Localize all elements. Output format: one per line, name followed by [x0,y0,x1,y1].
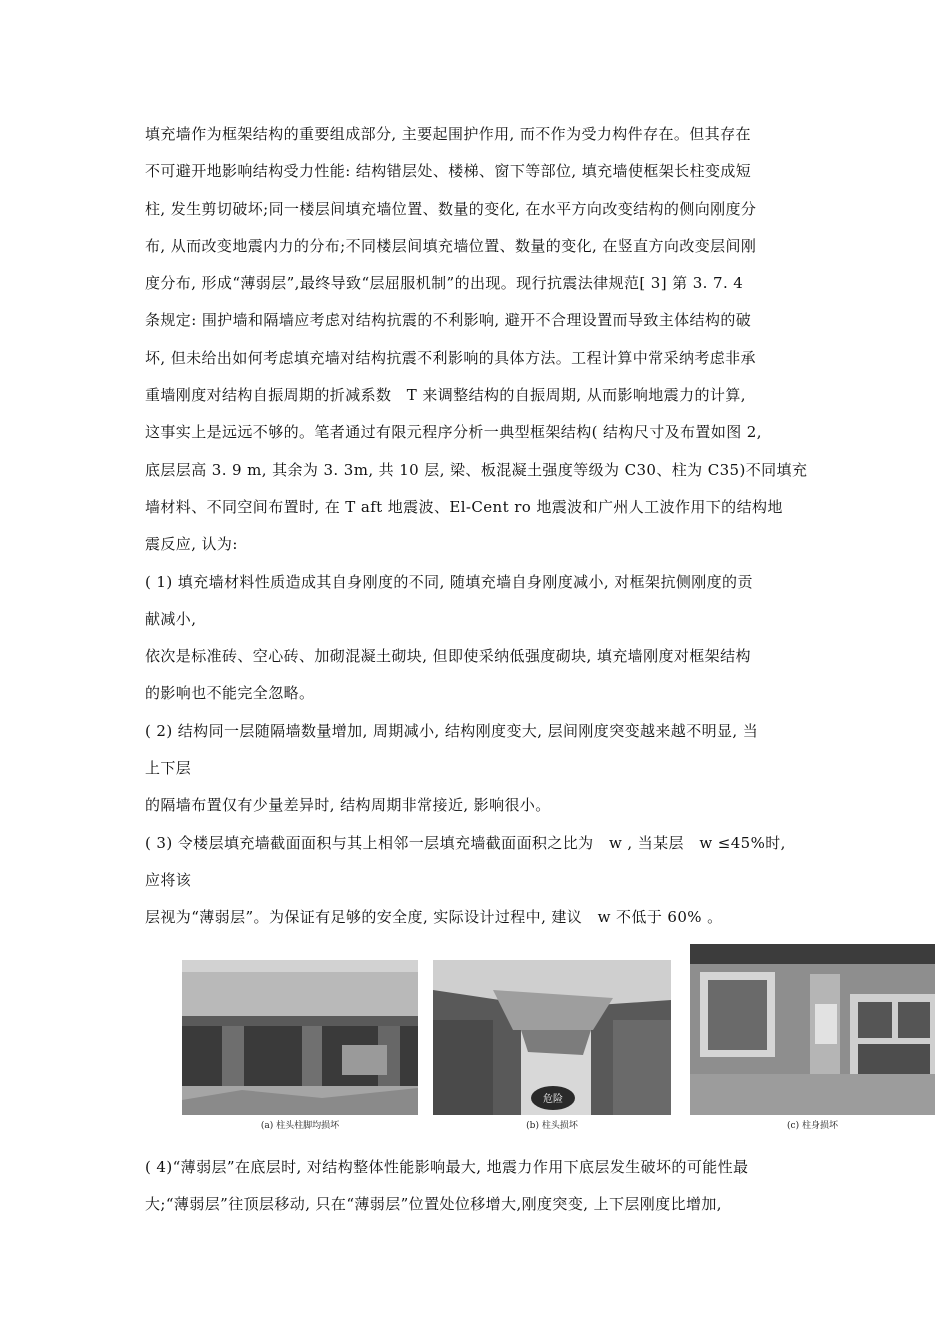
paragraph-1-line: 的隔墙布置仅有少量差异时, 结构周期非常接近, 影响很小。 [145,796,551,815]
paragraph-1-line: 层视为“薄弱层”。为保证有足够的安全度, 实际设计过程中, 建议 w 不低于 60% 。 [145,908,723,927]
paragraph-1-line: ( 3) 令楼层填充墙截面面积与其上相邻一层填充墙截面面积之比为 w , 当某层 w ≤45%时, [145,833,786,852]
figure-caption-a: (a) 柱头柱脚均损坏 [260,1121,340,1131]
paragraph-1-line: 度分布, 形成“薄弱层”,最终导致“层屈服机制”的出现。现行抗震法律规范[ 3] 第 3. 7. 4 [145,274,744,293]
body-paragraph-2 [145,1149,815,1224]
figure-caption-c: (c) 柱身损坏 [787,1121,838,1131]
paragraph-1-line: 献减小, [145,609,197,628]
paragraph-1-line: 墙材料、不同空间布置时, 在 T aft 地震波、El-Cent ro 地震波和广州人工波作用下的结构地 [145,497,783,516]
figure-caption-b: (b) 柱头损坏 [526,1121,578,1131]
paragraph-2-line: 大;“薄弱层”往顶层移动, 只在“薄弱层”位置处位移增大,刚度突变, 上下层刚度比增加, [145,1195,722,1214]
paragraph-1-line: 不可避开地影响结构受力性能: 结构错层处、楼梯、窗下等部位, 填充墙使框架长柱变成短 [145,162,752,181]
body-paragraph-1 [145,116,815,937]
paragraph-1-line: 震反应, 认为: [145,535,238,554]
paragraph-1-line: 条规定: 围护墙和隔墙应考虑对结构抗震的不利影响, 避开不合理设置而导致主体结构的破 [145,311,752,330]
photo-column-head-and-foot-damage [182,960,418,1115]
photo-column-head-damage [433,960,671,1115]
paragraph-1-line: 填充墙作为框架结构的重要组成部分, 主要起围护作用, 而不作为受力构件存在。但其存在 [145,125,751,143]
paragraph-1-line: ( 1) 填充墙材料性质造成其自身刚度的不同, 随填充墙自身刚度减小, 对框架抗侧刚度的贡 [145,572,753,591]
paragraph-1-line: 应将该 [145,870,192,889]
damage-photo-figure [145,926,935,1144]
paragraph-1-line: 柱, 发生剪切破坏;同一楼层间填充墙位置、数量的变化, 在水平方向改变结构的侧向刚度分 [145,199,757,218]
paragraph-1-line: 重墙刚度对结构自振周期的折减系数 T 来调整结构的自振周期, 从而影响地震力的计算, [145,386,746,405]
paragraph-1-line: 依次是标准砖、空心砖、加砌混凝土砌块, 但即使采纳低强度砌块, 填充墙刚度对框架结构 [145,647,751,666]
danger-sign-text: 危险 [543,1094,563,1105]
photo-column-body-damage [690,944,935,1115]
paragraph-1-line: ( 2) 结构同一层随隔墙数量增加, 周期减小, 结构刚度变大, 层间刚度突变越来越不明显, 当 [145,721,759,740]
paragraph-1-line: 坏, 但未给出如何考虑填充墙对结构抗震不利影响的具体方法。工程计算中常采纳考虑非承 [145,348,756,367]
paragraph-1-line: 上下层 [145,759,192,778]
paragraph-2-line: ( 4)“薄弱层”在底层时, 对结构整体性能影响最大, 地震力作用下底层发生破坏的可能性最 [145,1158,749,1176]
paragraph-1-line: 这事实上是远远不够的。笔者通过有限元程序分析一典型框架结构( 结构尺寸及布置如图 2, [145,423,762,442]
paragraph-1-line: 底层层高 3. 9 m, 其余为 3. 3m, 共 10 层, 梁、板混凝土强度等级为 C30、柱为 C35)不同填充 [145,460,808,479]
paragraph-1-line: 布, 从而改变地震内力的分布;不同楼层间填充墙位置、数量的变化, 在竖直方向改变层间刚 [145,236,757,255]
paragraph-1-line: 的影响也不能完全忽略。 [145,684,315,703]
